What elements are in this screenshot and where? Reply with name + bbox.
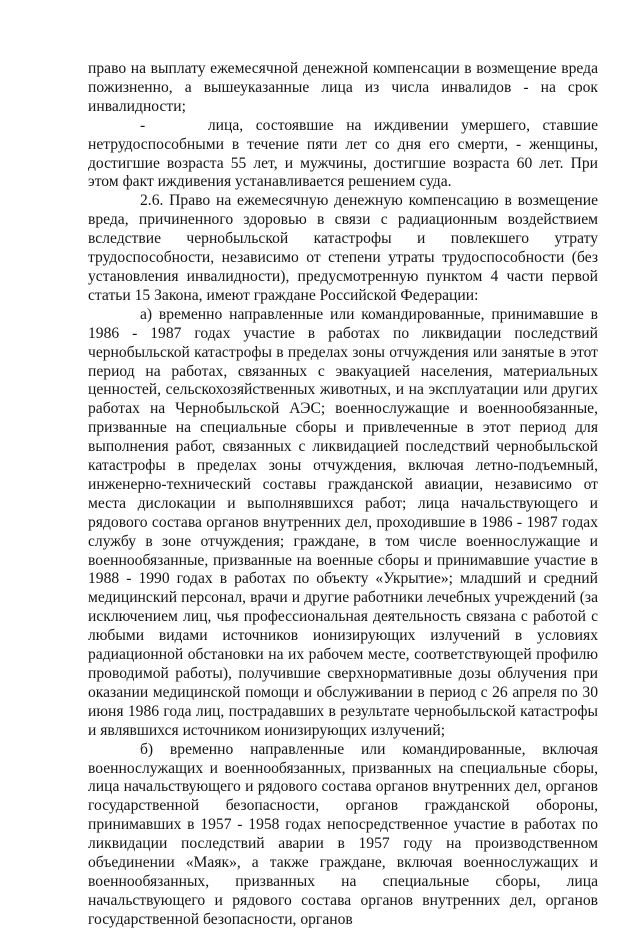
paragraph-continuation: право на выплату ежемесячной денежной компенсации в возмещение вреда пожизненно, а вышеуказанные лица из числа инвалидов - на срок инвалидности; bbox=[88, 60, 598, 115]
paragraph-item-a: а) временно направленные или командированные, принимавшие в 1986 - 1987 годах участие в работах по ликвидации последствий чернобыльской катастрофы в пределах зоны отчуждения или занятые в этот период на работах, связанных с эвакуацией населения, материальных ценностей, сельскохозяйственных животных, и на эксплуатации или других работах на Чернобыльской АЭС; военнослужащие и военнообязанные, призванные на специальные сборы и привлеченные в этот период для выполнения работ, связанных с ликвидацией последствий чернобыльской катастрофы в пределах зоны отчуждения, включая летно-подъемный, инженерно-технический составы гражданской авиации, независимо от места дислокации и выполнявшихся работ; лица начальствующего и рядового состава органов внутренних дел, проходившие в 1986 - 1987 годах службу в зоне отчуждения; граждане, в том числе военнослужащие и военнообязанные, призванные на военные сборы и принимавшие участие в 1988 - 1990 годах в работах по объекту «Укрытие»; младший и средний медицинский персонал, врачи и другие работники лечебных учреждений (за исключением лиц, чья профессиональная деятельность связана с работой с любыми видами источников ионизирующих излучений в условиях радиационной обстановки на их рабочем месте, соответствующей профилю проводимой работы), получившие сверхнормативные дозы облучения при оказании медицинской помощи и обслуживании в период с 26 апреля по 30 июня 1986 года лиц, пострадавших в результате чернобыльской катастрофы и являвшихся источником ионизирующих излучений; bbox=[88, 305, 598, 739]
paragraph-dependents-item: - лица, состоявшие на иждивении умершего, ставшие нетрудоспособными в течение пяти лет со дня его смерти, - женщины, достигшие возраста 55 лет, и мужчины, достигшие возраста 60 лет. При этом факт иждивения устанавливается решением суда. bbox=[88, 116, 598, 191]
paragraph-section-2-6: 2.6. Право на ежемесячную денежную компенсацию в возмещение вреда, причиненного здоровью в связи с радиационным воздействием вследствие чернобыльской катастрофы и повлекшего утрату трудоспособности, независимо от степени утраты трудоспособности (без установления инвалидности), предусмотренную пунктом 4 части первой статьи 15 Закона, имеют граждане Российской Федерации: bbox=[88, 192, 598, 304]
document-page bbox=[88, 60, 598, 930]
paragraph-item-b: б) временно направленные или командированные, включая военнослужащих и военнообязанных, призванных на специальные сборы, лица начальствующего и рядового состава органов внутренних дел, органов государственной безопасности, органов гражданской обороны, принимавших в 1957 - 1958 годах непосредственное участие в работах по ликвидации последствий аварии в 1957 году на производственном объединении «Маяк», а также граждане, включая военнослужащих и военнообязанных, призванных на специальные сборы, лица начальствующего и рядового состава органов внутренних дел, органов государственной безопасности, органов bbox=[88, 740, 598, 928]
